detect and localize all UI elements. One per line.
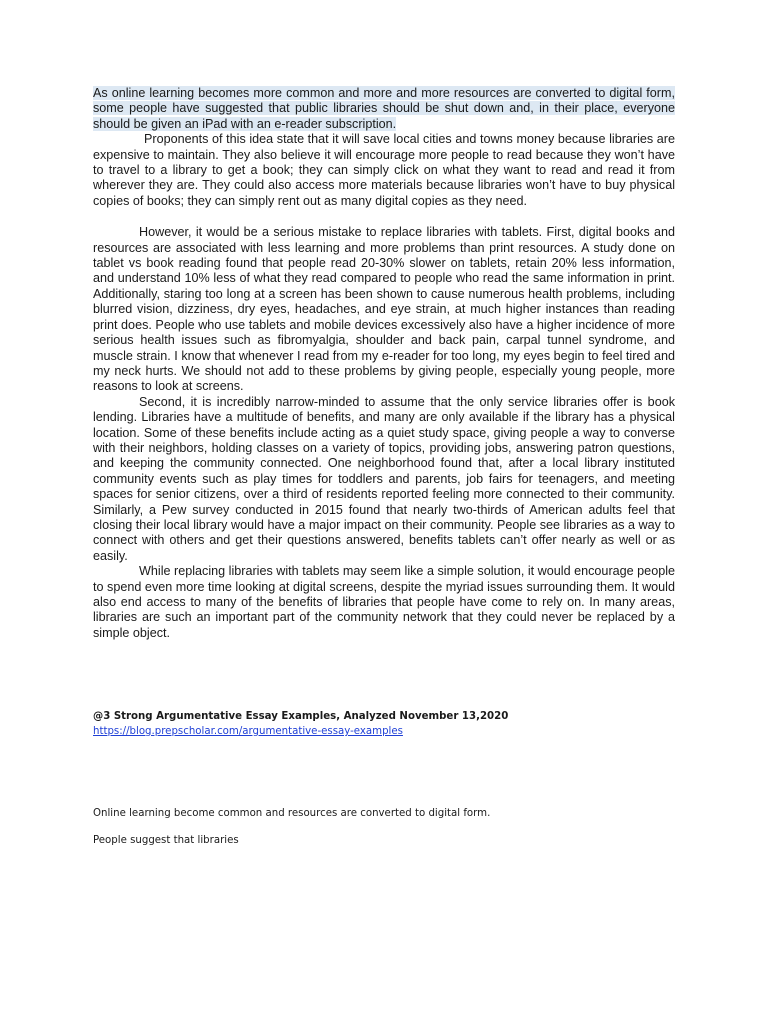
intro-paragraph xyxy=(93,86,675,132)
note-line-2: People suggest that libraries xyxy=(93,835,239,846)
proponents-paragraph: Proponents of this idea state that it will save local cities and towns money because libraries are expensive to maintain. They also believe it will encourage more people to read because they won’t have to travel to a library to get a book; they can simply click on what they want to read and read it from wherever they are. They could also access more materials because libraries won’t have to buy physical copies of books; they can simply rent out as many digital copies as they need. xyxy=(93,132,675,208)
note-line-1: Online learning become common and resources are converted to digital form. xyxy=(93,808,491,819)
source-link[interactable]: https://blog.prepscholar.com/argumentative-essay-examples xyxy=(93,726,403,737)
source-link-line xyxy=(93,724,675,739)
highlighted-intro-text[interactable]: As online learning becomes more common and more and more resources are converted to digital form, some people have suggested that public libraries should be shut down and, in their place, everyone should be given an iPad with an e-reader subscription. xyxy=(93,86,675,131)
essay-body xyxy=(93,86,675,641)
however-paragraph: However, it would be a serious mistake to replace libraries with tablets. First, digital books and resources are associated with less learning and more problems than print resources. A study done on tablet vs book reading found that people read 20-30% slower on tablets, retain 20% less information, and understand 10% less of what they read compared to people who read the same information in print. Additionally, staring too long at a screen has been shown to cause numerous health problems, including blurred vision, dizziness, dry eyes, headaches, and eye strain, at much higher instances than reading print does. People who use tablets and mobile devices excessively also have a higher incidence of more serious health issues such as fibromyalgia, shoulder and back pain, carpal tunnel syndrome, and muscle strain. I know that whenever I read from my e-reader for too long, my eyes begin to feel tired and my neck hurts. We should not add to these problems by giving people, especially young people, more reasons to look at screens. xyxy=(93,225,675,394)
notes-block xyxy=(93,806,675,860)
source-block xyxy=(93,709,675,739)
conclusion-paragraph: While replacing libraries with tablets may seem like a simple solution, it would encourage people to spend even more time looking at digital screens, despite the myriad issues surrounding them. It would also end access to many of the benefits of libraries that people have come to rely on. In many areas, libraries are such an important part of the community network that they could never be replaced by a simple object. xyxy=(93,564,675,640)
source-citation: @3 Strong Argumentative Essay Examples, Analyzed November 13,2020 xyxy=(93,711,509,722)
second-paragraph: Second, it is incredibly narrow-minded to assume that the only service libraries offer is book lending. Libraries have a multitude of benefits, and many are only available if the library has a physical location. Some of these benefits include acting as a quiet study space, giving people a way to converse with their neighbors, holding classes on a variety of topics, providing jobs, answering patron questions, and keeping the community connected. One neighborhood found that, after a local library instituted community events such as play times for toddlers and parents, job fairs for teenagers, and meeting spaces for senior citizens, over a third of residents reported feeling more connected to their community. Similarly, a Pew survey conducted in 2015 found that nearly two-thirds of American adults feel that closing their local library would have a major impact on their community. People see libraries as a way to connect with others and get their questions answered, benefits tablets can’t offer nearly as well or as easily. xyxy=(93,394,675,563)
